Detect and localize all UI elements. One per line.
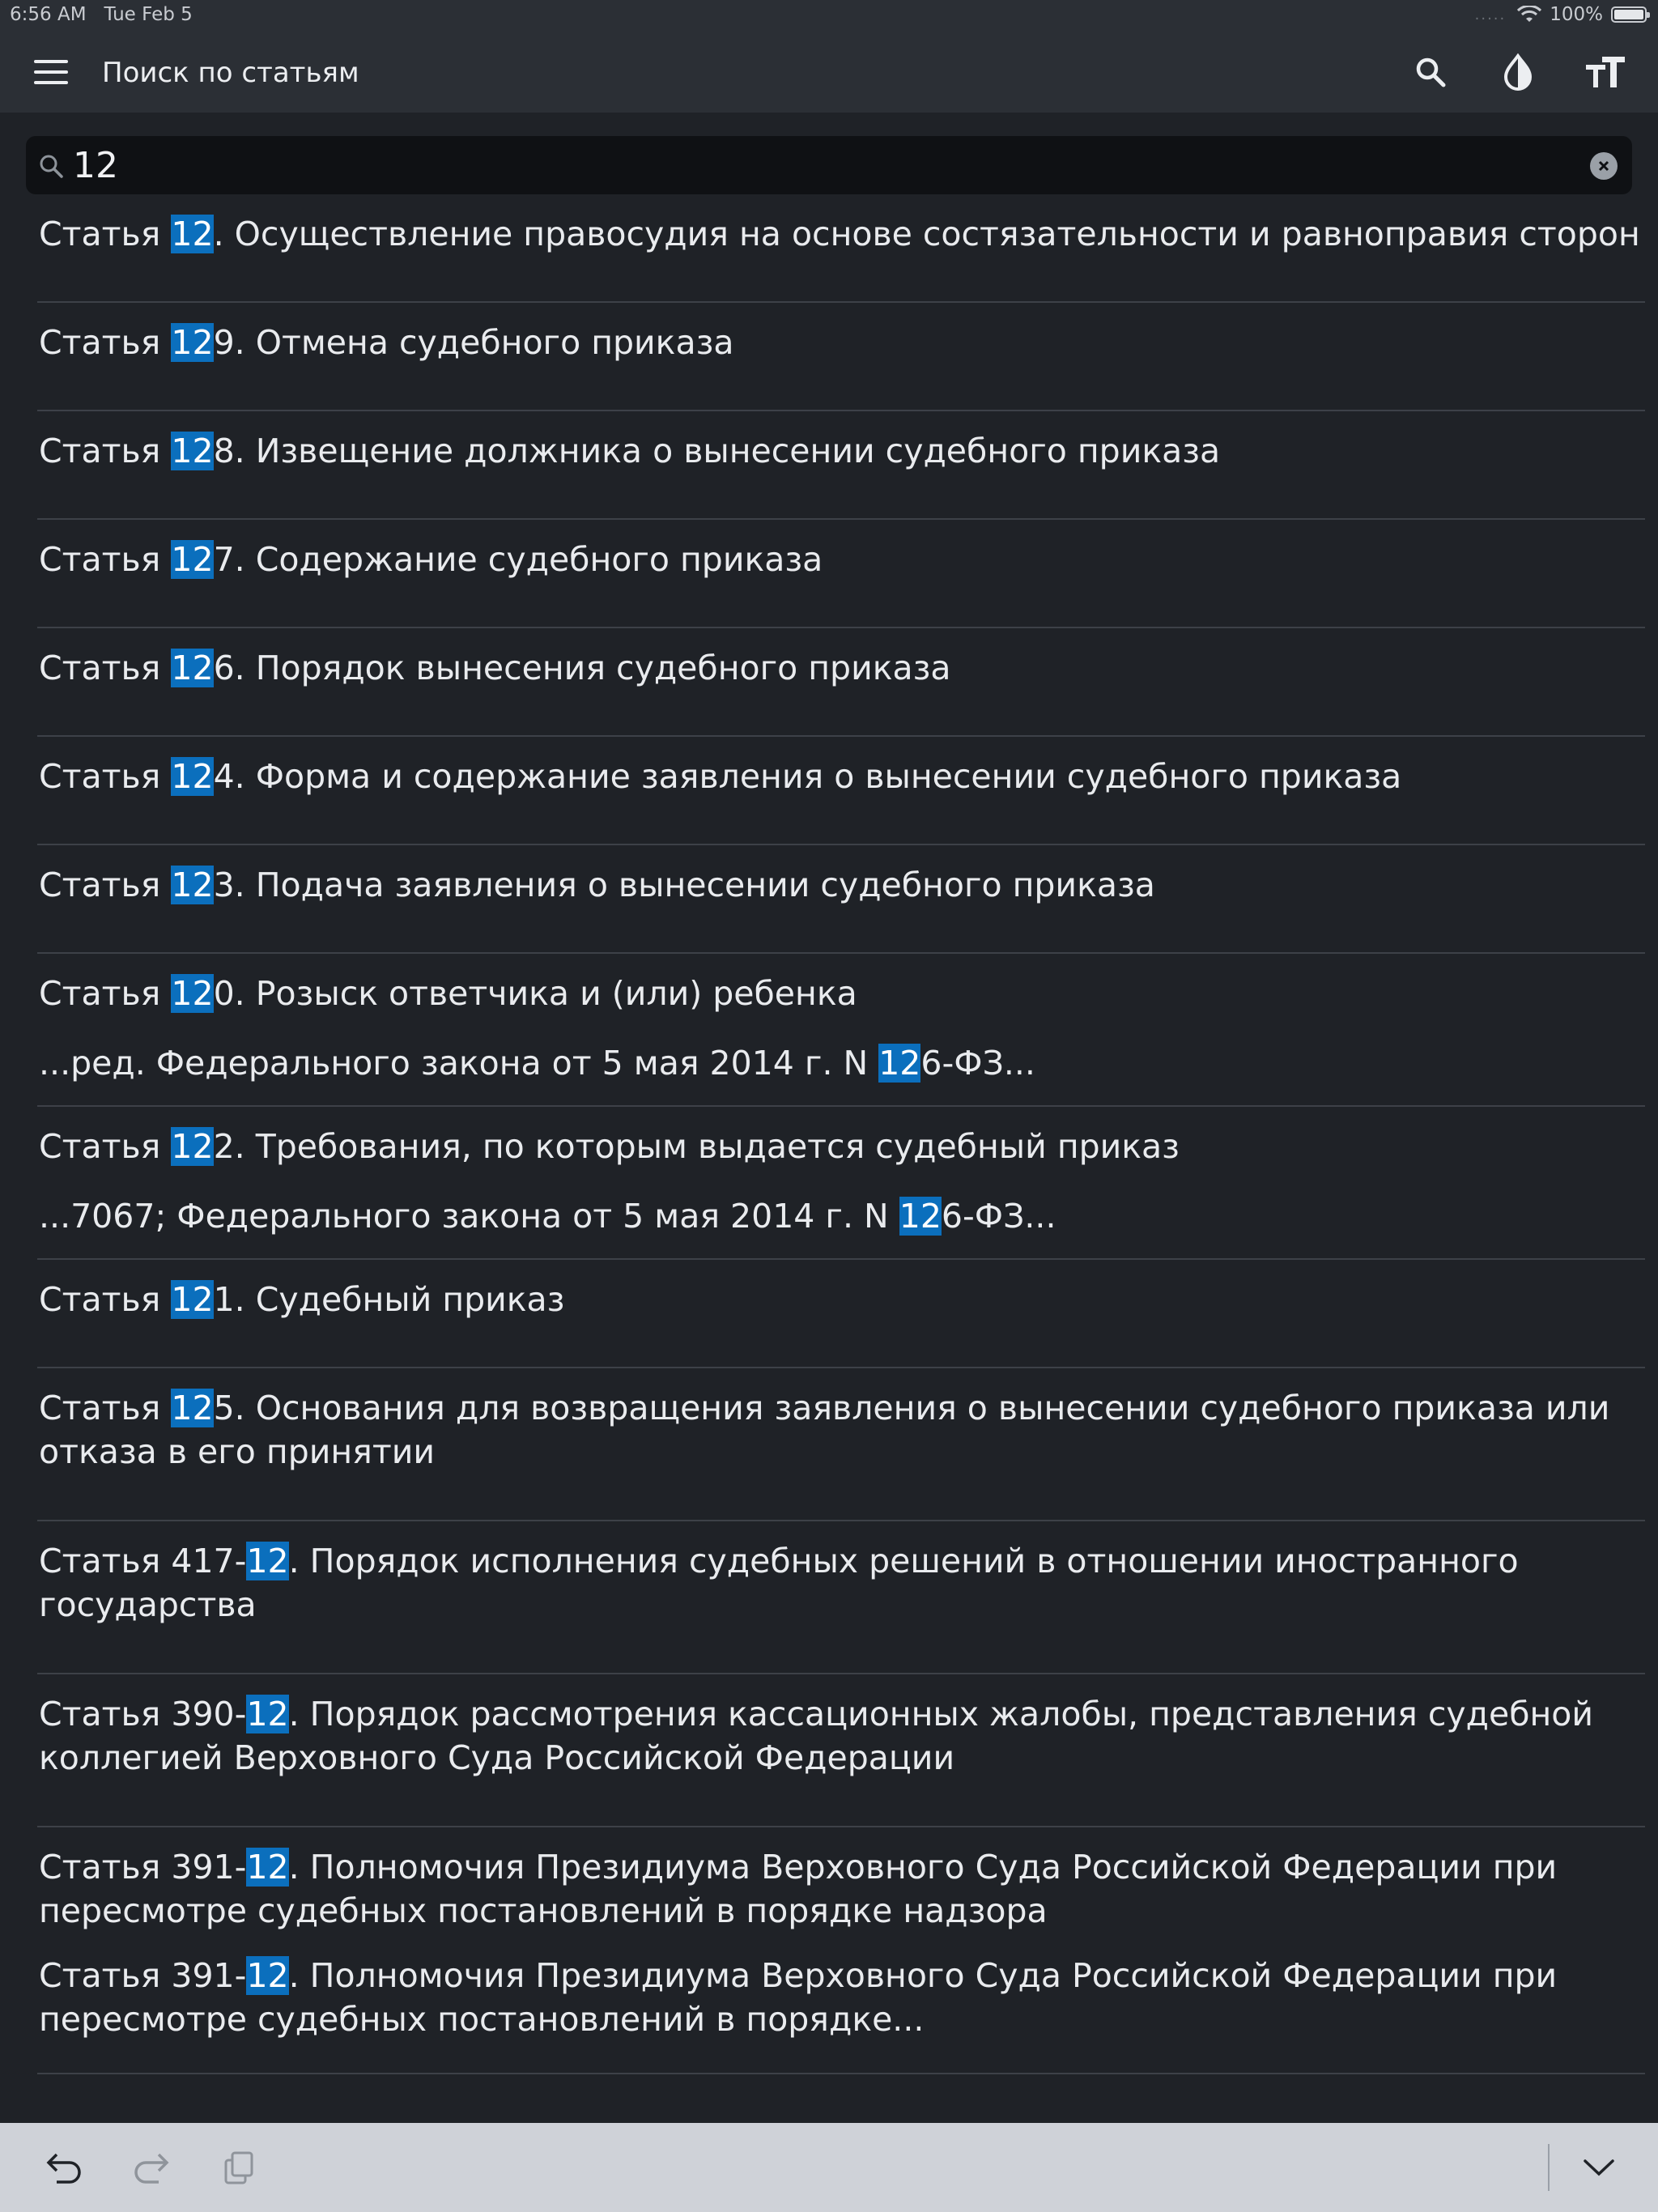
toolbar-divider — [1548, 2144, 1550, 2191]
text-segment: Статья — [39, 974, 172, 1013]
text-segment: Статья — [39, 215, 172, 253]
text-segment: . Полномочия Президиума Верховного Суда Российской Федерации при пересмотре судебных постановлений в порядке... — [39, 1956, 1558, 2039]
result-title — [37, 212, 1645, 256]
result-item[interactable] — [37, 1674, 1645, 1827]
search-match-highlight: 12 — [246, 1542, 289, 1580]
undo-button[interactable] — [42, 2146, 86, 2189]
search-match-highlight: 12 — [246, 1956, 289, 1995]
text-size-button[interactable] — [1579, 45, 1632, 99]
text-segment: . Полномочия Президиума Верховного Суда Российской Федерации при пересмотре судебных постановлений в порядке надзора — [39, 1848, 1558, 1930]
search-match-highlight: 12 — [899, 1197, 942, 1236]
contrast-icon — [1502, 53, 1534, 91]
result-snippet — [37, 1194, 1645, 1238]
result-title — [37, 1125, 1645, 1168]
result-item[interactable] — [37, 1827, 1645, 2074]
search-icon — [1414, 56, 1447, 88]
text-segment: 8. Извещение должника о вынесении судебного приказа — [213, 432, 1221, 470]
search-match-highlight: 12 — [171, 1389, 214, 1427]
result-title — [37, 646, 1645, 690]
text-segment: Статья — [39, 432, 172, 470]
search-match-highlight: 12 — [171, 649, 214, 687]
text-segment: Статья — [39, 323, 172, 362]
signal-indicator: ..... — [1474, 6, 1507, 23]
result-item[interactable] — [37, 1260, 1645, 1368]
dismiss-keyboard-button[interactable] — [1577, 2146, 1621, 2189]
battery-icon — [1611, 6, 1647, 23]
search-field — [26, 136, 1632, 194]
status-left — [10, 4, 210, 25]
search-match-highlight: 12 — [171, 974, 214, 1013]
status-bar — [0, 0, 1658, 32]
search-match-highlight: 12 — [171, 1280, 214, 1319]
text-segment: 2. Требования, по которым выдается судебный приказ — [213, 1127, 1180, 1166]
text-segment: 6. Порядок вынесения судебного приказа — [213, 649, 951, 687]
undo-icon — [45, 2151, 83, 2184]
search-match-highlight: 12 — [171, 215, 214, 253]
text-segment: 5. Основания для возвращения заявления о вынесении судебного приказа или отказа в его принятии — [39, 1389, 1610, 1471]
theme-toggle-button[interactable] — [1491, 45, 1545, 99]
search-results-list — [0, 194, 1658, 2074]
result-title — [37, 1845, 1645, 1933]
result-item[interactable] — [37, 737, 1645, 845]
result-item[interactable] — [37, 194, 1645, 303]
wifi-icon — [1517, 6, 1541, 23]
result-item[interactable] — [37, 1521, 1645, 1674]
text-segment: ...7067; Федерального закона от 5 мая 2014 г. N — [39, 1197, 899, 1236]
result-item[interactable] — [37, 411, 1645, 520]
search-match-highlight: 12 — [171, 757, 214, 796]
result-item[interactable] — [37, 1107, 1645, 1260]
result-title — [37, 538, 1645, 581]
result-title — [37, 429, 1645, 473]
text-segment: . Порядок исполнения судебных решений в отношении иностранного государства — [39, 1542, 1519, 1624]
text-segment: Статья 417- — [39, 1542, 247, 1580]
text-segment: ...ред. Федерального закона от 5 мая 2014 г. N — [39, 1044, 879, 1083]
redo-icon — [133, 2151, 170, 2184]
result-snippet — [37, 1041, 1645, 1085]
text-segment: 6-ФЗ... — [920, 1044, 1035, 1083]
navigation-bar — [0, 32, 1658, 113]
result-title — [37, 1278, 1645, 1321]
redo-button[interactable] — [130, 2146, 173, 2189]
chevron-down-icon — [1582, 2157, 1616, 2178]
close-icon — [1597, 160, 1610, 172]
result-item[interactable] — [37, 303, 1645, 411]
result-item[interactable] — [37, 1368, 1645, 1521]
result-title — [37, 1954, 1645, 2041]
text-segment: 0. Розыск ответчика и (или) ребенка — [213, 974, 857, 1013]
result-item[interactable] — [37, 520, 1645, 628]
status-date: Tue Feb 5 — [104, 4, 193, 25]
search-field-icon — [37, 152, 65, 180]
text-segment: Статья — [39, 757, 172, 796]
text-segment: 3. Подача заявления о вынесении судебного приказа — [213, 866, 1155, 904]
menu-icon[interactable] — [24, 45, 78, 99]
result-title — [37, 1692, 1645, 1780]
text-segment: 7. Содержание судебного приказа — [213, 540, 823, 579]
keyboard-toolbar — [0, 2123, 1658, 2212]
text-segment: . Осуществление правосудия на основе состязательности и равноправия сторон — [213, 215, 1640, 253]
result-title — [37, 1386, 1645, 1474]
text-segment: . Порядок рассмотрения кассационных жалобы, представления судебной коллегией Верховного Суда Российской Федерации — [39, 1695, 1594, 1777]
status-right — [1475, 4, 1647, 25]
status-time: 6:56 AM — [10, 4, 87, 25]
result-title — [37, 321, 1645, 364]
search-match-highlight: 12 — [171, 432, 214, 470]
result-item[interactable] — [37, 845, 1645, 954]
text-segment: Статья — [39, 1127, 172, 1166]
text-segment: Статья 391- — [39, 1848, 247, 1887]
search-input[interactable] — [73, 143, 1562, 188]
battery-percent: 100% — [1550, 4, 1603, 25]
paste-button[interactable] — [217, 2146, 261, 2189]
search-match-highlight: 12 — [171, 323, 214, 362]
text-segment: Статья — [39, 1280, 172, 1319]
text-segment: 4. Форма и содержание заявления о вынесении судебного приказа — [213, 757, 1402, 796]
text-segment: Статья — [39, 540, 172, 579]
result-title — [37, 1539, 1645, 1627]
search-match-highlight: 12 — [246, 1695, 289, 1733]
result-item[interactable] — [37, 628, 1645, 737]
result-title — [37, 863, 1645, 907]
text-segment: Статья — [39, 866, 172, 904]
result-title — [37, 755, 1645, 798]
clear-search-button[interactable] — [1590, 152, 1618, 180]
search-match-highlight: 12 — [246, 1848, 289, 1887]
search-match-highlight: 12 — [878, 1044, 921, 1083]
search-button[interactable] — [1404, 45, 1457, 99]
text-segment: Статья — [39, 649, 172, 687]
search-match-highlight: 12 — [171, 1127, 214, 1166]
text-segment: Статья — [39, 1389, 172, 1427]
result-title — [37, 972, 1645, 1015]
search-match-highlight: 12 — [171, 866, 214, 904]
text-segment: 1. Судебный приказ — [213, 1280, 565, 1319]
text-segment: 6-ФЗ... — [941, 1197, 1056, 1236]
result-item[interactable] — [37, 954, 1645, 1107]
paste-icon — [223, 2150, 255, 2184]
text-segment: Статья 390- — [39, 1695, 247, 1733]
search-match-highlight: 12 — [171, 540, 214, 579]
text-size-icon — [1584, 55, 1626, 89]
text-segment: Статья 391- — [39, 1956, 247, 1995]
text-segment: 9. Отмена судебного приказа — [213, 323, 734, 362]
page-title: Поиск по статьям — [102, 57, 359, 89]
